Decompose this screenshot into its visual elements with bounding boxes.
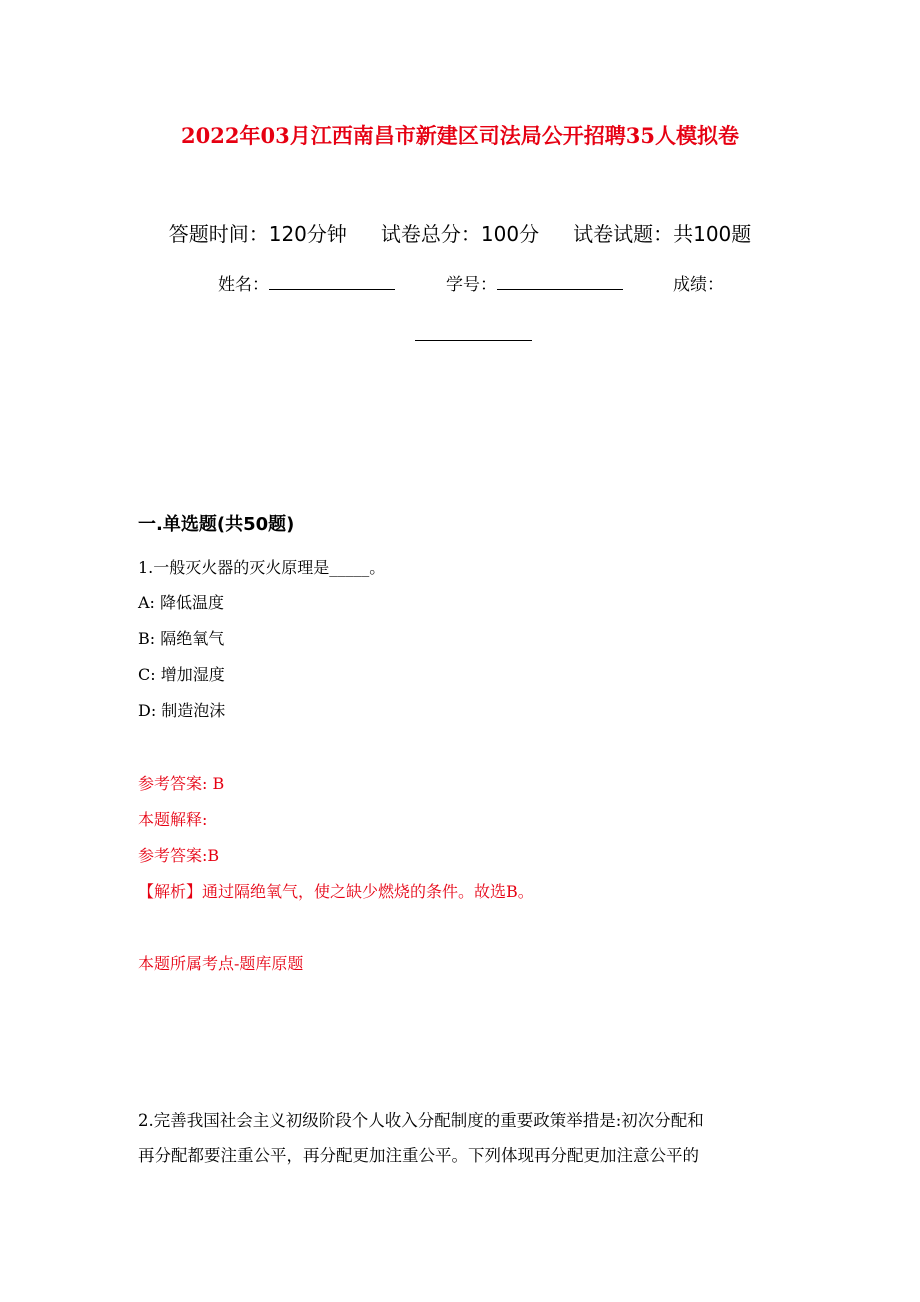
- question-1-option-a: A: 降低温度: [138, 593, 225, 612]
- question-1-answer-repeat: 参考答案:B: [138, 846, 220, 865]
- name-blank[interactable]: [269, 271, 395, 290]
- grade-label: 成绩：: [673, 275, 724, 295]
- question-1-answer: 参考答案: B: [138, 774, 225, 793]
- question-2-stem-line-1: 2.完善我国社会主义初级阶段个人收入分配制度的重要政策举措是:初次分配和: [138, 1111, 704, 1130]
- question-1-option-d: D: 制造泡沫: [138, 701, 226, 720]
- question-1-option-c: C: 增加湿度: [138, 665, 225, 684]
- question-1-explanation-label: 本题解释:: [138, 810, 208, 829]
- student-id-blank[interactable]: [497, 271, 623, 290]
- question-1-topic: 本题所属考点-题库原题: [138, 954, 304, 973]
- exam-meta: [0, 218, 920, 247]
- question-1-analysis: 【解析】通过隔绝氧气，使之缺少燃烧的条件。故选B。: [138, 882, 534, 901]
- exam-time: 答题时间：120分钟: [168, 222, 347, 246]
- section-heading: 一.单选题(共50题): [138, 514, 295, 535]
- student-id-label: 学号：: [446, 275, 497, 295]
- grade-field: [673, 270, 724, 295]
- student-id-field: [446, 270, 623, 295]
- exam-question-count: 试卷试题：共100题: [573, 222, 752, 246]
- question-2-stem-line-2: 再分配都要注重公平，再分配更加注重公平。下列体现再分配更加注意公平的: [138, 1146, 699, 1165]
- name-field: [218, 270, 395, 295]
- document-title: 2022年03月江西南昌市新建区司法局公开招聘35人模拟卷: [181, 123, 739, 148]
- question-1-option-b: B: 隔绝氧气: [138, 629, 225, 648]
- question-1-stem: 1.一般灭火器的灭火原理是_____。: [138, 558, 386, 577]
- grade-blank[interactable]: [415, 322, 532, 341]
- name-label: 姓名：: [218, 275, 269, 295]
- exam-total-score: 试卷总分：100分: [380, 222, 540, 246]
